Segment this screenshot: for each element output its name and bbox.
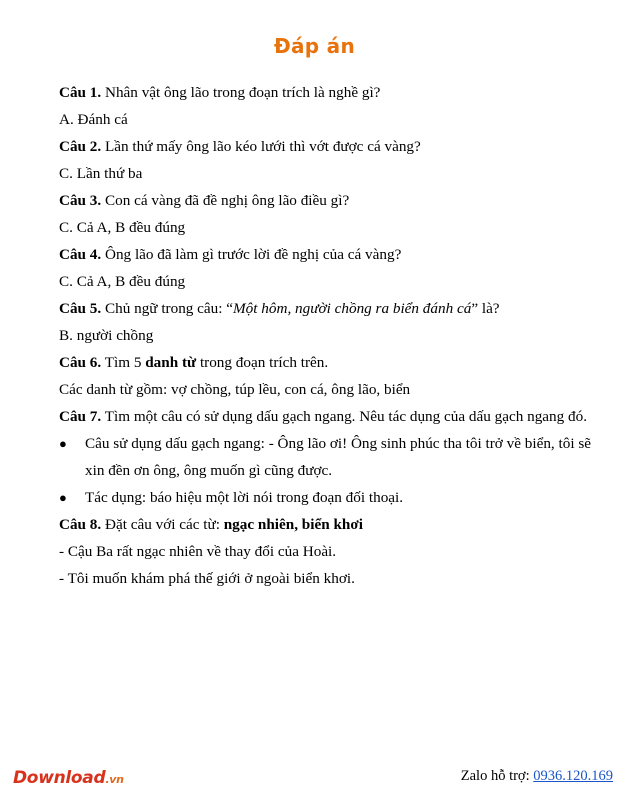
question-text: Chủ ngữ trong câu: “ [101,300,234,317]
question-text: Đặt câu với các từ: [101,516,224,533]
question-text-end: ” là? [471,300,500,317]
question-label: Câu 5. [59,300,102,317]
answer-5: B. người chồng [59,327,154,344]
question-text: Nhân vật ông lão trong đoạn trích là nghề gì? [101,84,381,101]
support-phone-link[interactable]: 0936.120.169 [533,768,613,784]
answer-7-bullet [59,484,611,511]
answer-1: A. Đánh cá [59,111,128,128]
question-text: Con cá vàng đã đề nghị ông lão điều gì? [101,192,350,209]
support-contact [461,768,613,785]
bullet-icon: ● [59,490,67,505]
answer-6: Các danh từ gồm: vợ chồng, túp lều, con cá, ông lão, biển [59,381,411,398]
question-label: Câu 3. [59,192,102,209]
answer-8-line: - Tôi muốn khám phá thế giới ở ngoài biển khơi. [59,570,355,587]
question-label: Câu 2. [59,138,102,155]
question-6 [59,349,611,376]
question-label: Câu 4. [59,246,102,263]
quoted-sentence: Một hôm, người chồng ra biển đánh cá [233,300,472,317]
question-3 [59,187,611,214]
support-label: Zalo hỗ trợ: [460,768,534,784]
question-4 [59,241,611,268]
page-title: Đáp án [273,34,356,58]
question-2 [59,133,611,160]
bullet-text: Câu sử dụng dấu gạch ngang: - Ông lão ơi! Ông sinh phúc tha tôi trở về biển, tôi sẽ xin đền ơn ông, ông muốn gì cũng được. [85,435,591,479]
answer-content [59,79,611,592]
bullet-icon: ● [59,436,67,451]
question-text: Ông lão đã làm gì trước lời đề nghị của cá vàng? [101,246,402,263]
keyword: ngạc nhiên, biển khơi [223,516,363,533]
question-8 [59,511,611,538]
answer-7-bullet [59,430,611,484]
question-label: Câu 1. [59,84,102,101]
logo-suffix-text: .vn [105,773,124,786]
keyword: danh từ [145,354,197,371]
question-label: Câu 6. [59,354,102,371]
question-text: Tìm một câu có sử dụng dấu gạch ngang. Nêu tác dụng của dấu gạch ngang đó. [101,408,588,425]
question-text: Lần thứ mấy ông lão kéo lưới thì vớt được cá vàng? [101,138,421,155]
download-logo[interactable] [13,768,124,788]
question-text-end: trong đoạn trích trên. [196,354,329,371]
question-label: Câu 8. [59,516,102,533]
logo-main-text: Download [13,768,106,788]
bullet-text: Tác dụng: báo hiệu một lời nói trong đoạn đối thoại. [85,489,404,506]
question-1 [59,79,611,106]
question-text: Tìm 5 [101,354,146,371]
answer-4: C. Cả A, B đều đúng [59,273,186,290]
question-5 [59,295,611,322]
question-label: Câu 7. [59,408,102,425]
answer-2: C. Lần thứ ba [59,165,143,182]
answer-3: C. Cả A, B đều đúng [59,219,186,236]
question-7 [59,403,611,430]
answer-8-line: - Cậu Ba rất ngạc nhiên về thay đổi của Hoài. [59,543,337,560]
